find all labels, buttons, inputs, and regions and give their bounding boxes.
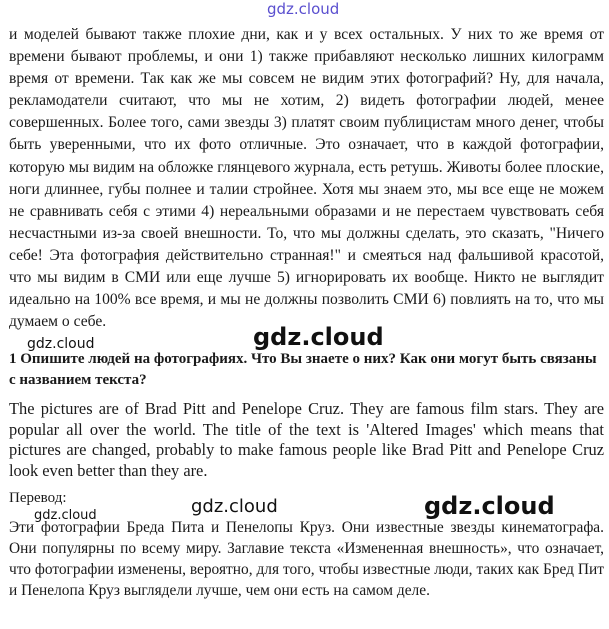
translation-label: Перевод:	[9, 490, 67, 506]
watermark-middle-small: gdz.cloud	[27, 336, 95, 352]
exercise-question: 1 Опишите людей на фотографиях. Что Вы знаете о них? Как они могут быть связаны с названием текста?	[9, 351, 597, 388]
watermark-top: gdz.cloud	[267, 0, 340, 18]
watermark-middle-large: gdz.cloud	[253, 323, 384, 351]
translation-text: Эти фотографии Бреда Пита и Пенелопы Круз. Они известные звезды кинематографа. Они популярны по всему миру. Заглавие текста «Измененная внешность», что означает, что фотографии изменены, вероятно, для того, чтобы известные люди, таких как Бред Пит и Пенелопа Круз выглядели лучше, чем они есть на самом деле.	[9, 519, 604, 599]
english-answer: The pictures are of Brad Pitt and Penelope Cruz. They are famous film stars. They are popular all over the world. The title of the text is 'Altered Images' which means that pictures are changed, probably to make famous people like Brad Pitt and Penelope Cruz look even better than they are.	[9, 399, 604, 480]
watermark-lower-large: gdz.cloud	[424, 492, 555, 520]
watermark-lower-small: gdz.cloud	[34, 508, 97, 523]
watermark-lower: gdz.cloud	[191, 496, 278, 517]
russian-text-paragraph: и моделей бывают также плохие дни, как и у всех остальных. У них то же время от времени бывают проблемы, и они 1) также прибавляют несколько лишних килограмм время от времени. Так как же мы совсем не видим этих фотографий? Ну, для начала, рекламодатели считают, что мы не хотим, 2) видеть фотографии людей, менее совершенных. Более того, сами звезды 3) платят своим публицистам много денег, чтобы быть уверенными, что их фото отличные. Это означает, что в каждой фотографии, которую мы видим на обложке глянцевого журнала, есть ретушь. Животы более плоские, ноги длиннее, губы полнее и талии стройнее. Хотя мы знаем это, мы все еще не можем не сравнивать себя с этими 4) нереальными образами и не перестаем чувствовать себя несчастными из-за своей внешности. То, что мы должны сделать, это сказать, "Ничего себе! Эта фотография действительно странная!" и смеяться над фальшивой красотой, что мы видим в СМИ или еще лучше 5) игнорировать их вообще. Никто не выглядит идеально на 100% все время, и мы не должны позволить СМИ 6) повлиять на то, что мы думаем о себе.	[9, 26, 604, 331]
